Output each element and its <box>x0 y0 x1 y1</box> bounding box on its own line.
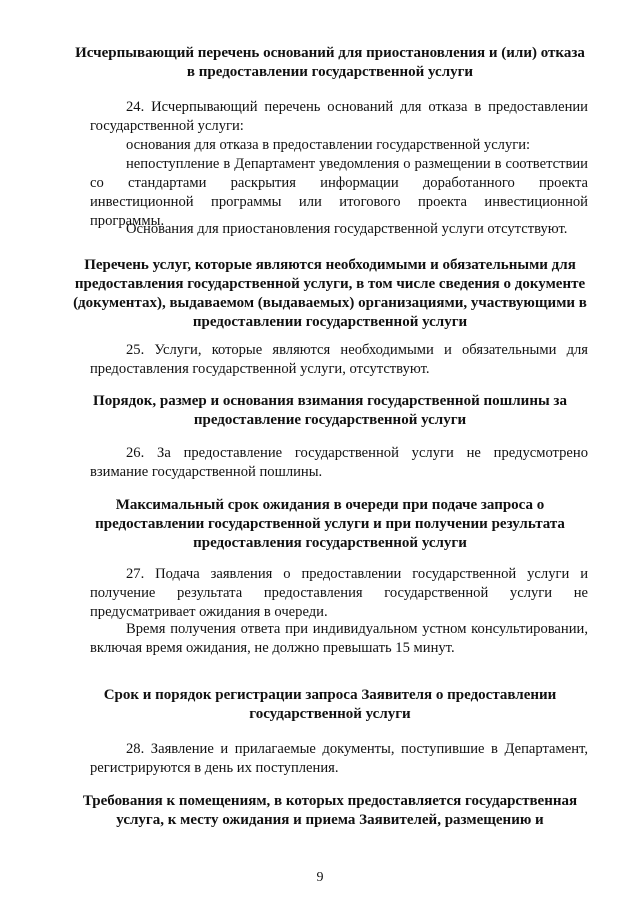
paragraph-27: 27. Подача заявления о предоставлении государственной услуги и получение результата предоставления государственной услуги не предусматривает ожидания в очереди. <box>90 566 588 620</box>
section-heading-state-duty: Порядок, размер и основания взимания государственной пошлины за предоставление государственной услуги <box>93 393 567 428</box>
paragraph-consultation-time: Время получения ответа при индивидуальном устном консультировании, включая время ожидания, не должно превышать 15 минут. <box>90 621 588 656</box>
page-number: 9 <box>316 870 324 885</box>
paragraph-24: 24. Исчерпывающий перечень оснований для отказа в предоставлении государственной услуги: <box>90 99 588 134</box>
paragraph-no-suspension: Основания для приостановления государственной услуги отсутствуют. <box>126 221 568 237</box>
section-heading-required-services: Перечень услуг, которые являются необходимыми и обязательными для предоставления государственной услуги, в том числе сведения о документе (документах), выдаваемом (выдаваемых) организациями, участвующими в предоставлении государственной услуги <box>73 257 587 330</box>
paragraph-28: 28. Заявление и прилагаемые документы, поступившие в Департамент, регистрируются в день их поступления. <box>90 741 588 776</box>
paragraph-26: 26. За предоставление государственной услуги не предусмотрено взимание государственной пошлины. <box>90 445 588 480</box>
paragraph-refusal-grounds: основания для отказа в предоставлении государственной услуги: <box>126 137 531 153</box>
section-heading-suspension-refusal: Исчерпывающий перечень оснований для приостановления и (или) отказа в предоставлении государственной услуги <box>75 45 585 80</box>
paragraph-non-receipt: непоступление в Департамент уведомления о размещении в соответствии со стандартами раскрытия информации доработанного проекта инвестиционной программы или итогового проекта инвестиционной программы. <box>90 156 588 229</box>
section-heading-premises-requirements: Требования к помещениям, в которых предоставляется государственная услуга, к месту ожидания и приема Заявителей, размещению и <box>82 793 578 828</box>
section-heading-registration: Срок и порядок регистрации запроса Заявителя о предоставлении государственной услуги <box>103 687 557 722</box>
paragraph-25: 25. Услуги, которые являются необходимыми и обязательными для предоставления государственной услуги, отсутствуют. <box>90 342 588 377</box>
section-heading-queue-time: Максимальный срок ожидания в очереди при подаче запроса о предоставлении государственной услуги и при получении результата предоставления государственной услуги <box>95 497 565 551</box>
